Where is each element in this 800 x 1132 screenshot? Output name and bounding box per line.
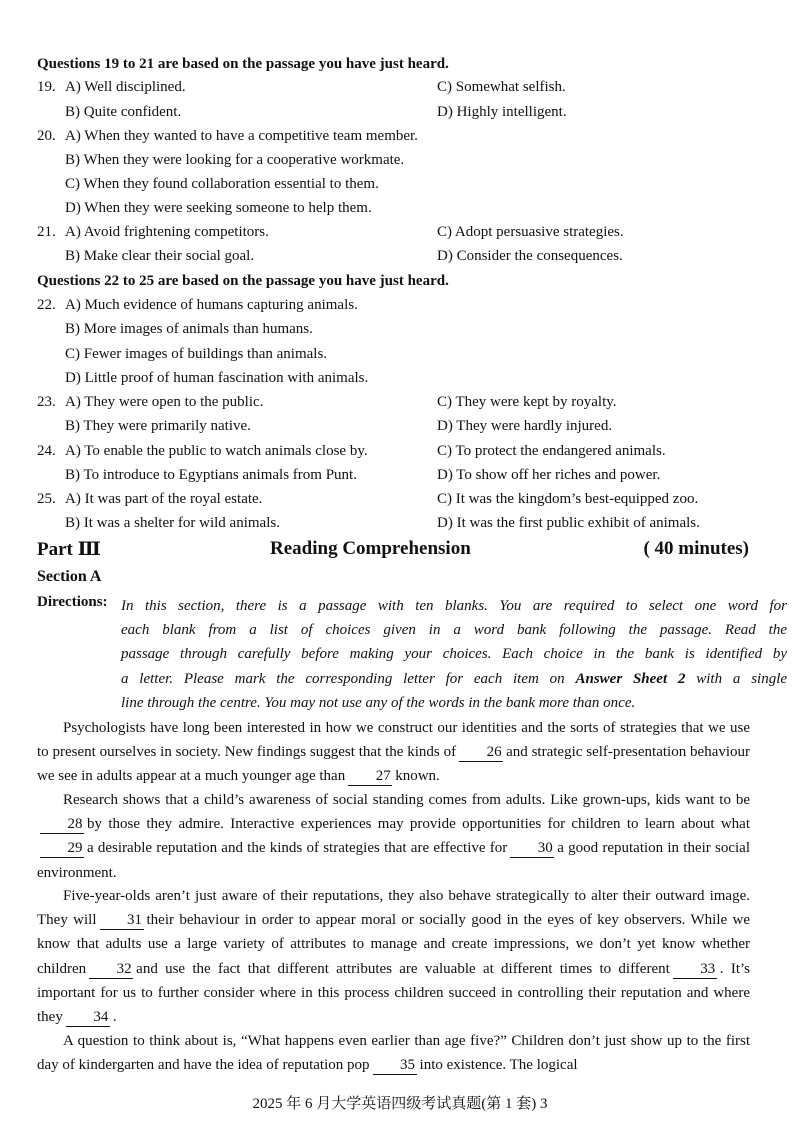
q20-option-d: D) When they were seeking someone to help them. (65, 200, 372, 216)
group2-header: Questions 22 to 25 are based on the passage you have just heard. (37, 273, 449, 289)
q22-option-c: C) Fewer images of buildings than animals. (65, 346, 328, 362)
directions-line-4-text: a letter. Please mark the corresponding letter for each item on (121, 670, 565, 687)
q25-a-text: A) It was part of the royal estate. (65, 491, 263, 507)
q21-a-text: A) Avoid frightening competitors. (65, 224, 269, 240)
q19-option-d: D) Highly intelligent. (437, 104, 567, 120)
part-time: ( 40 minutes) (643, 538, 749, 559)
p3-text-e: . (112, 1009, 117, 1026)
blank-33: 33 (673, 961, 717, 979)
q24-option-c: C) To protect the endangered animals. (437, 443, 666, 459)
q24-option-d: D) To show off her riches and power. (437, 467, 661, 483)
blank-26: 26 (459, 744, 503, 762)
q21-option-c: C) Adopt persuasive strategies. (437, 224, 624, 240)
passage-paragraph-4 (37, 1029, 750, 1077)
passage-paragraph-2 (37, 788, 750, 885)
directions-line-1: In this section, there is a passage with ten blanks. You are required to select one word for (121, 598, 787, 614)
p3-text-c: and use the fact that different attributes are valuable at different times to different (136, 960, 670, 977)
q24-a-text: A) To enable the public to watch animals close by. (65, 443, 368, 459)
q21-option-d: D) Consider the consequences. (437, 248, 623, 264)
p2-text-d: a good reputation in their social environment. (37, 840, 750, 881)
q23-option-b: B) They were primarily native. (65, 418, 251, 434)
blank-29: 29 (40, 840, 84, 858)
q25-option-b: B) It was a shelter for wild animals. (65, 515, 280, 531)
p3-text-d: . It’s important for us to further consider where in this process children succeed in controlling their reputation and where they (37, 960, 750, 1026)
group1-header: Questions 19 to 21 are based on the passage you have just heard. (37, 56, 449, 72)
passage-paragraph-1 (37, 716, 750, 789)
blank-28: 28 (40, 816, 84, 834)
q23-option-c: C) They were kept by royalty. (437, 394, 617, 410)
answer-sheet-label: Answer Sheet 2 (575, 670, 686, 687)
q25-number: 25. (37, 491, 56, 507)
q19-option-a (37, 77, 186, 97)
blank-30: 30 (510, 840, 554, 858)
section-title: Section A (37, 568, 102, 585)
q20-option-a (37, 126, 418, 146)
q19-number: 19. (37, 79, 56, 95)
p2-text-a: Research shows that a child’s awareness of social standing comes from adults. Like grown-ups, kids want to be (63, 792, 750, 808)
directions-label: Directions: (37, 594, 108, 610)
p1-text-b: and strategic self-presentation behaviour we see in adults appear at a much younger age than (37, 744, 751, 785)
p1-text-c: known. (395, 768, 440, 785)
p1-text-a: Psychologists have long been interested in how we construct our identities and the sorts of strategies that we use to present ourselves in society. New findings suggest that the kinds of (37, 720, 750, 761)
q24-number: 24. (37, 443, 56, 459)
q19-a-text: A) Well disciplined. (65, 79, 186, 95)
q23-number: 23. (37, 394, 56, 410)
part-heading (37, 538, 749, 564)
p2-text-c: a desirable reputation and the kinds of strategies that are effective for (87, 840, 508, 857)
p3-text-b: their behaviour in order to appear moral or socially good in the eyes of key observers. While we know that adults use a large variety of attributes to manage and create impressions, we don’t yet know whether children (37, 912, 750, 977)
q20-number: 20. (37, 128, 56, 144)
q22-option-a (37, 295, 358, 315)
blank-27: 27 (348, 768, 392, 786)
q24-option-b: B) To introduce to Egyptians animals from Punt. (65, 467, 357, 483)
q20-option-b: B) When they were looking for a cooperative workmate. (65, 152, 405, 168)
p2-text-b: by those they admire. Interactive experiences may provide opportunities for children to learn about what (87, 816, 750, 833)
q20-option-c: C) When they found collaboration essential to them. (65, 176, 379, 192)
blank-34: 34 (66, 1009, 110, 1027)
q19-option-b: B) Quite confident. (65, 104, 182, 120)
passage-paragraph-3 (37, 884, 750, 1029)
q20-a-text: A) When they wanted to have a competitive team member. (65, 128, 418, 144)
q25-option-c: C) It was the kingdom’s best-equipped zoo. (437, 491, 699, 507)
q21-option-b: B) Make clear their social goal. (65, 248, 255, 264)
q19-option-c: C) Somewhat selfish. (437, 79, 566, 95)
directions-line-5: line through the centre. You may not use any of the words in the bank more than once. (121, 694, 636, 711)
p4-text-b: into existence. The logical (419, 1057, 578, 1074)
blank-32: 32 (89, 961, 133, 979)
q25-option-a (37, 489, 262, 509)
q22-a-text: A) Much evidence of humans capturing animals. (65, 297, 358, 313)
q22-number: 22. (37, 297, 56, 313)
q22-option-b: B) More images of animals than humans. (65, 321, 313, 337)
p4-text-a: A question to think about is, “What happens even earlier than age five?” Children don’t just show up to the first day of kindergarten and have the idea of reputation pop (37, 1033, 750, 1074)
part-title: Reading Comprehension (270, 538, 471, 559)
q23-option-d: D) They were hardly injured. (437, 418, 613, 434)
q22-option-d: D) Little proof of human fascination with animals. (65, 370, 369, 386)
page-footer: 2025 年 6 月大学英语四级考试真题(第 1 套) 3 (252, 1096, 548, 1112)
q23-a-text: A) They were open to the public. (65, 394, 264, 410)
p3-text-a: Five-year-olds aren’t just aware of their reputations, they also behave strategically to alter their outward image. They will (37, 888, 750, 929)
q23-option-a (37, 392, 263, 412)
q21-number: 21. (37, 224, 56, 240)
directions-text (121, 594, 787, 715)
directions-line-3: passage through carefully before making your choices. Each choice in the bank is identified by (121, 646, 787, 663)
blank-31: 31 (100, 912, 144, 930)
q25-option-d: D) It was the first public exhibit of animals. (437, 515, 700, 531)
directions-line-4-end: with a single (696, 670, 788, 687)
blank-35: 35 (373, 1057, 417, 1075)
directions-line-2: each blank from a list of choices given in a word bank following the passage. Read the (121, 622, 787, 639)
q21-option-a (37, 222, 269, 242)
q24-option-a (37, 441, 368, 461)
part-label: Part Ⅲ (37, 539, 101, 560)
directions-line-4 (121, 667, 787, 691)
